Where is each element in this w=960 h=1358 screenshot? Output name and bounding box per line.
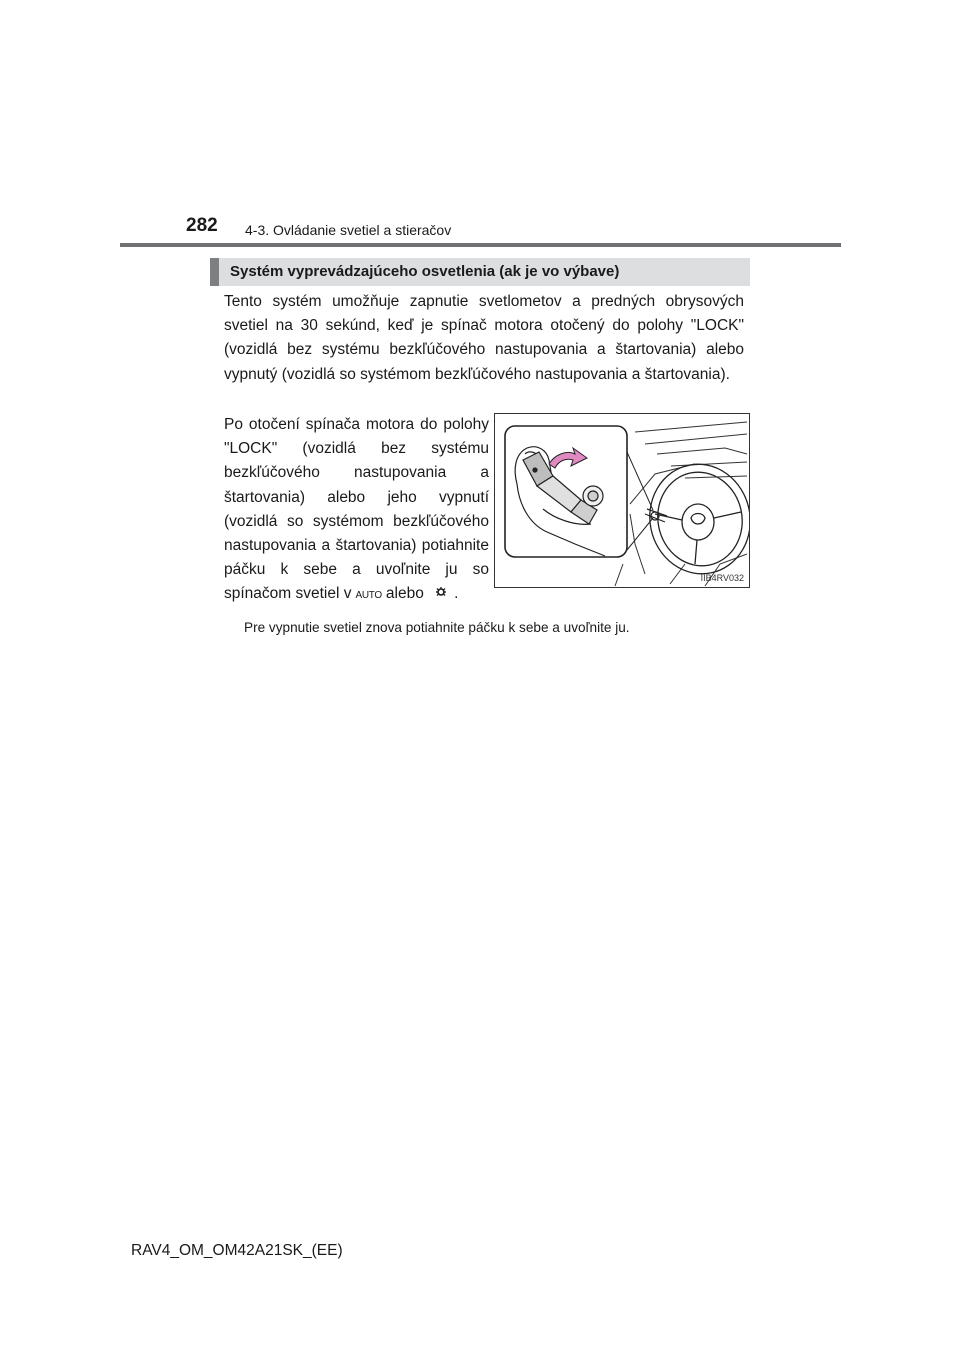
instruction-text-middle: alebo [385, 585, 424, 603]
instruction-text: Po otočení spínača motora do polohy "LOCK" (vozidlá bez systému bezkľúčového nastupovania a štartovania) alebo jeho vypnutí (vozidlá so systémom bezkľúčového nastupovania a štartovania) potiahnite páčku k sebe a uvoľnite ju so spínačom svetiel v [224, 416, 489, 603]
note-text: Pre vypnutie svetiel znova potiahnite páčku k sebe a uvoľnite ju. [244, 620, 630, 635]
intro-paragraph: Tento systém umožňuje zapnutie svetlometov a predných obrysových svetiel na 30 sekúnd, keď je spínač motora otočený do polohy "LOCK" (vozidlá bez systému bezkľúčového nastupovania a štartovania) alebo vypnutý (vozidlá so systémom bezkľúčového nastupovania a štartovania). [224, 293, 744, 383]
footer-document-code: RAV4_OM_OM42A21SK_(EE) [131, 1242, 343, 1259]
header-rule [120, 243, 841, 247]
headlight-position-icon [428, 582, 454, 606]
section-reference: 4-3. Ovládanie svetiel a stieračov [245, 222, 452, 238]
auto-light-symbol-icon: AUTO [355, 590, 382, 602]
section-heading: Systém vyprevádzajúceho osvetlenia (ak je vo výbave) [210, 258, 750, 286]
steering-lever-drawing [495, 414, 749, 587]
instruction-text-end: . [454, 585, 459, 603]
instruction-paragraph [224, 413, 489, 609]
page-number: 282 [186, 215, 218, 236]
figure-code: IIB4RV032 [700, 573, 744, 583]
lever-illustration [494, 413, 750, 588]
